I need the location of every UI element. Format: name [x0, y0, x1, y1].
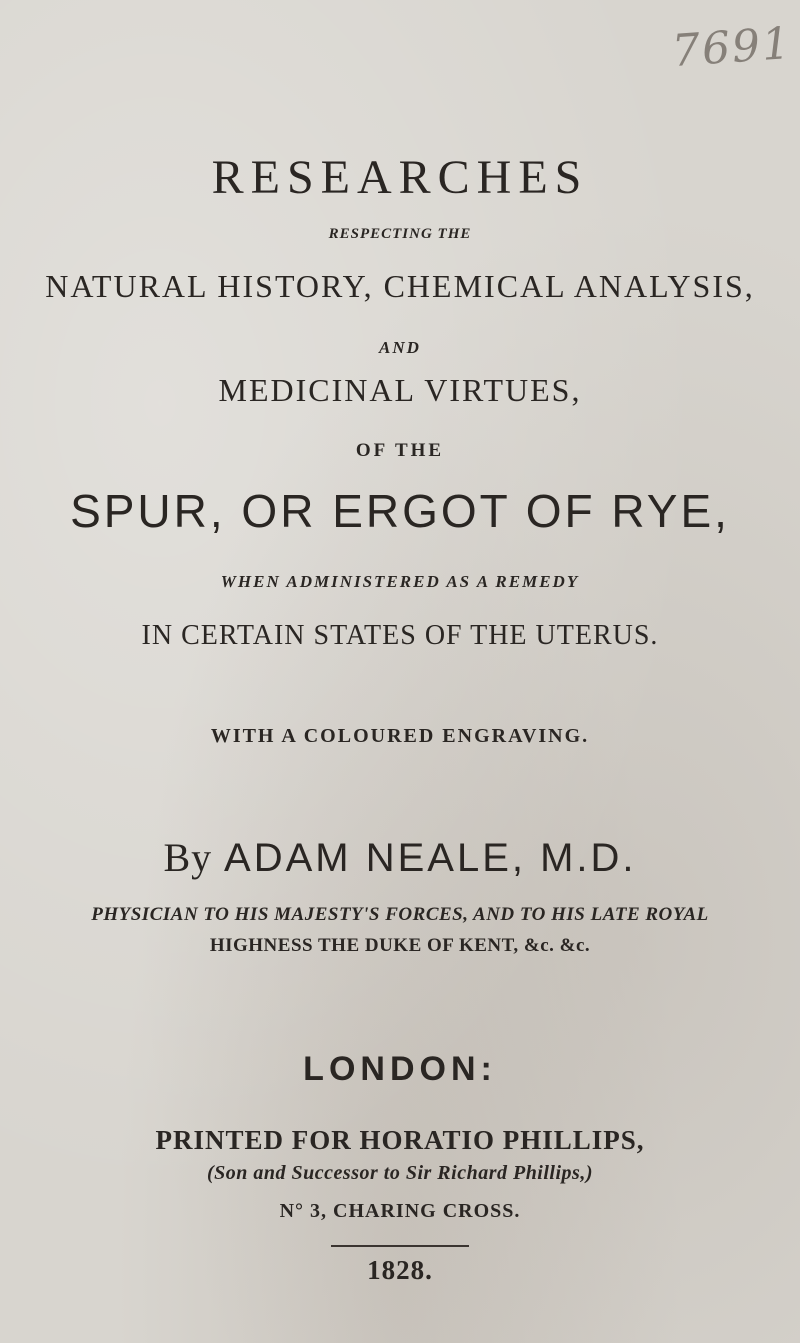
in-certain-line: IN CERTAIN STATES OF THE UTERUS. — [141, 620, 659, 651]
engraving-line: WITH A COLOURED ENGRAVING. — [210, 725, 590, 747]
subject-line-1: NATURAL HISTORY, CHEMICAL ANALYSIS, — [45, 268, 755, 304]
subject-main: SPUR, OR ERGOT OF RYE, — [70, 485, 730, 537]
respecting-line: RESPECTING THE — [328, 226, 472, 242]
author-byline — [0, 834, 800, 881]
shelfmark: 7691 — [670, 17, 794, 78]
imprint-successor: (Son and Successor to Sir Richard Phillips,) — [207, 1162, 593, 1184]
imprint-place: LONDON: — [303, 1050, 497, 1088]
when-line: WHEN ADMINISTERED AS A REMEDY — [220, 572, 580, 591]
imprint-printer: PRINTED FOR HORATIO PHILLIPS, — [155, 1125, 645, 1155]
subject-line-2: MEDICINAL VIRTUES, — [218, 372, 582, 408]
conjunction: AND — [379, 338, 421, 357]
imprint-year: 1828. — [367, 1255, 433, 1285]
of-the-line: OF THE — [355, 440, 445, 461]
divider-rule — [331, 1245, 469, 1247]
main-title: RESEARCHES — [211, 151, 589, 204]
by-word: By — [163, 835, 213, 880]
imprint-address: N° 3, CHARING CROSS. — [279, 1200, 521, 1222]
author-position-1: PHYSICIAN TO HIS MAJESTY'S FORCES, AND TO HIS LATE ROYAL — [91, 904, 709, 925]
author-position-2: HIGHNESS THE DUKE OF KENT, &c. &c. — [209, 935, 591, 956]
author-name: ADAM NEALE, M.D. — [224, 836, 637, 880]
